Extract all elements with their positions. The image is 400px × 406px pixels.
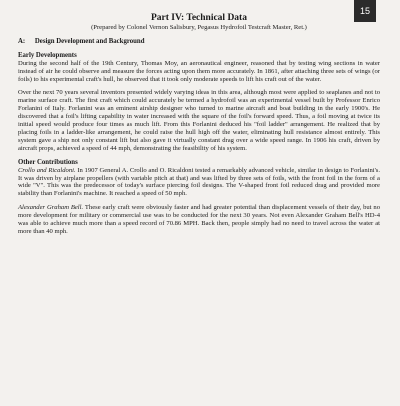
bell-text: These early craft were obviously faster and had greater potential than displacement vessels of their day, but no more development for military or commercial use was to be conducted for the next 30 years. Not even Alexander Graham Bell's HD-4 was able to achieve much more than a speed record of 70.86 MPH. Back then, people simply had no need to travel across the water at more than 40 mph.: [18, 204, 380, 235]
bell-paragraph: [18, 204, 380, 236]
early-paragraph-2: Over the next 70 years several inventors presented widely varying ideas in this area, although most were applied to seaplanes and not to marine surface craft. The first craft which could accurately be termed a hydrofoil was an experimental vessel built by Professor Enrico Forlanini of Italy. Forlanini was an eminent airship designer who turned to marine aircraft and boat building in the early 1900's. He discovered that a foil's lifting capability in water increased with the square of the foil's forward speed. Thus, a foil moving at twice its initial speed would produce four times as much lift. From this Forlanini deduced his "foil ladder" arrangement. He realized that by placing foils in a ladder-like arrangement, he could raise the hull high off the water, eliminating hull resistance almost entirely. This system gave a ship not only constant lift but also gave it virtually constant drag over a wide speed range. In 1906 his craft, driven by aircraft props, achieved a speed of 44 mph, demonstrating the feasibility of his system.: [18, 89, 380, 152]
page-number-badge: 15: [354, 0, 376, 22]
crollo-lead: Crollo and Ricaldoni.: [18, 166, 76, 174]
crollo-text: In 1907 General A. Crollo and O. Ricaldoni tested a remarkably advanced vehicle, similar in design to Forlanini's. It was driven by airplane propellers (with variable pitch at that) and was lifted by three sets of foils, with the front foil in the form of a wide "V". This was the predecessor of today's surface piercing foil designs. The V-shaped front foil reduced drag and provided more stability than Forlanini's machine. It reached a speed of 50 mph.: [18, 166, 380, 198]
early-paragraph-1: During the second half of the 19th Century, Thomas Moy, an aeronautical engineer, reasoned that by testing wing sections in water instead of air he could observe and measure the forces acting upon them more accurately. In 1861, after attaching three sets of wings (or foils) to his experimental craft's hull, he observed that it took only moderate speeds to lift his craft out of the water.: [18, 59, 380, 83]
section-letter: A:: [18, 37, 26, 45]
document-body: [18, 13, 380, 242]
early-developments-heading: Early Developments: [18, 51, 77, 59]
crollo-paragraph: [18, 167, 380, 199]
page-title: Part IV: Technical Data: [151, 13, 247, 23]
section-heading: [18, 38, 380, 46]
other-contributions-heading: Other Contributions: [18, 158, 78, 166]
bell-lead: Alexander Graham Bell.: [18, 204, 84, 212]
page-subtitle: (Prepared by Colonel Vernon Salisbury, Pegasus Hydrofoil Testcraft Master, Ret.): [91, 24, 307, 31]
section-title: Design Development and Background: [34, 37, 145, 45]
